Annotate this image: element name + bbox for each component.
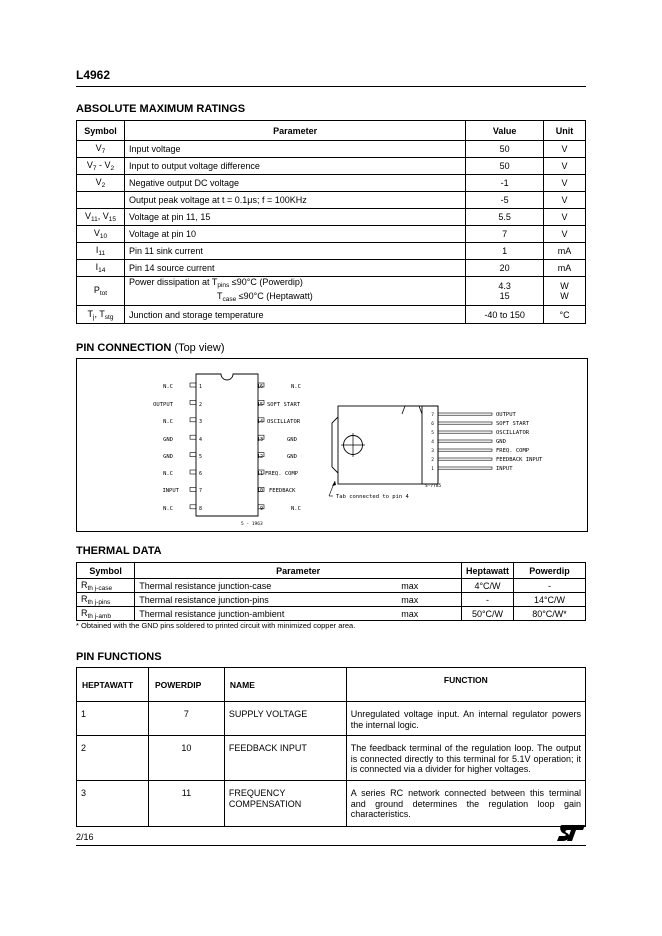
- parameter-cell: Voltage at pin 10: [124, 226, 465, 243]
- hepta-label: SOFT START: [496, 421, 530, 427]
- table-row: [77, 702, 586, 736]
- table-row: [77, 781, 586, 827]
- dip-pin-number: 10: [256, 488, 263, 494]
- function-cell: A series RC network connected between this terminal and ground determines the regulation loop gain characteristics.: [346, 781, 585, 827]
- dip-right-label: SOFT START: [267, 402, 301, 408]
- heptawatt-labels: [496, 412, 543, 472]
- name-cell: FEEDBACK INPUT: [224, 736, 346, 781]
- symbol-cell: [77, 192, 125, 209]
- header-rule: [76, 86, 586, 87]
- dip-left-pin: [190, 505, 196, 509]
- thermal-header-row: [77, 563, 586, 579]
- sym2: , V: [97, 211, 109, 221]
- symbol-cell: [77, 277, 125, 306]
- unit-cell: V: [544, 175, 586, 192]
- parameter-cell: Voltage at pin 11, 15: [124, 209, 465, 226]
- dip-left-label: GND: [163, 454, 173, 460]
- heptawatt-cell: 50°C/W: [461, 607, 513, 621]
- dip-left-label: OUTPUT: [153, 402, 173, 408]
- sub: pins: [217, 282, 230, 289]
- text: ≤90°C (Heptawatt): [236, 291, 313, 301]
- symbol-cell: [77, 209, 125, 226]
- hepta-label: OUTPUT: [496, 412, 516, 418]
- hepta-pin-number: 2: [431, 458, 434, 463]
- col-parameter: Parameter: [124, 121, 465, 141]
- dip-pin-number: 13: [256, 437, 263, 443]
- thermal-title: THERMAL DATA: [76, 545, 162, 557]
- table-row: [77, 607, 586, 621]
- st-logo-shape: [557, 825, 585, 841]
- hepta-label: FEEDBACK INPUT: [496, 457, 543, 463]
- dip-right-label: GND: [287, 454, 297, 460]
- pin-connection-figure: [76, 358, 588, 532]
- unit-1: W: [560, 281, 569, 291]
- symbol-cell: [77, 306, 125, 324]
- col-name: NAME: [224, 668, 346, 702]
- symbol-cell: [77, 579, 135, 593]
- table-row: [77, 277, 586, 306]
- sym-sub: 7: [101, 148, 106, 155]
- text: ≤90°C (Powerdip): [229, 277, 303, 287]
- dip-left-pin: [190, 400, 196, 404]
- st-logo-icon: [556, 824, 586, 842]
- power-line-1: [129, 277, 461, 291]
- limit-cell: max: [397, 579, 461, 593]
- col-parameter: Parameter: [135, 563, 462, 579]
- thermal-table: [76, 562, 586, 621]
- page-number: 2/16: [76, 832, 94, 842]
- value-cell: -1: [466, 175, 544, 192]
- text: T: [216, 291, 223, 301]
- value-cell: 7: [466, 226, 544, 243]
- unit-cell: mA: [544, 260, 586, 277]
- sym-sub: j: [93, 313, 95, 321]
- table-row: [77, 579, 586, 593]
- dip-pin-number: 1: [199, 384, 203, 390]
- function-cell: The feedback terminal of the regulation loop. The output is connected directly to this terminal for 5.1V operation; it is connected via a divider for higher voltages.: [346, 736, 585, 781]
- dip-package-body: [196, 374, 258, 516]
- power-line-2: [129, 291, 461, 305]
- dip-pin-number: 2: [199, 402, 203, 408]
- sub: case: [222, 296, 237, 303]
- pin-functions-title: PIN FUNCTIONS: [76, 651, 162, 663]
- unit-2: W: [560, 291, 569, 301]
- sym-sub2: 2: [110, 165, 115, 172]
- parameter-cell: Input voltage: [124, 141, 465, 158]
- sym-sub: th j-amb: [87, 612, 111, 620]
- pin-functions-table: [76, 667, 586, 827]
- heptawatt-leads: [438, 413, 492, 469]
- dip-right-label: FEEDBACK: [269, 488, 296, 494]
- value-cell: 20: [466, 260, 544, 277]
- function-cell: Unregulated voltage input. An internal regulator powers the internal logic.: [346, 702, 585, 736]
- dip-right-label: N.C: [291, 384, 301, 390]
- table-row: [77, 226, 586, 243]
- symbol-cell: [77, 593, 135, 607]
- dip-right-label: FREQ. COMP: [265, 471, 299, 477]
- col-value: Value: [466, 121, 544, 141]
- sym-sub: th j-case: [87, 584, 113, 592]
- dip-left-label: GND: [163, 437, 173, 443]
- dip-pin-number: 5: [199, 454, 203, 460]
- hepta-label: OSCILLATOR: [496, 430, 530, 436]
- dip-left-label: N.C: [163, 471, 173, 477]
- dip-left-pin: [190, 487, 196, 491]
- sym2: - V: [96, 160, 111, 170]
- name-cell: FREQUENCY COMPENSATION: [224, 781, 346, 827]
- heptawatt-pin-cell: 1: [77, 702, 149, 736]
- sym: I: [95, 245, 99, 255]
- value-cell: -40 to 150: [466, 306, 544, 324]
- powerdip-cell: 14°C/W: [514, 593, 586, 607]
- unit-cell: [544, 277, 586, 306]
- dip-pin-number: 12: [256, 454, 263, 460]
- value-cell: 5.5: [466, 209, 544, 226]
- parameter-cell: Input to output voltage difference: [124, 158, 465, 175]
- dip-left-pin: [190, 418, 196, 422]
- heptawatt-drawing-code: S-7785: [425, 484, 442, 489]
- dip-left-pin: [190, 435, 196, 439]
- value-2: 15: [499, 291, 510, 301]
- dip-right-label: OSCILLATOR: [267, 419, 301, 425]
- abs-max-table: [76, 120, 586, 324]
- dip-left-labels: [153, 384, 180, 512]
- col-symbol: Symbol: [77, 121, 125, 141]
- heptawatt-tab-notch: [332, 417, 338, 473]
- powerdip-pin-cell: 7: [148, 702, 224, 736]
- sym-sub: 14: [98, 267, 106, 274]
- sym-sub: th j-pins: [87, 598, 111, 606]
- parameter-cell: [124, 277, 465, 306]
- col-unit: Unit: [544, 121, 586, 141]
- unit-cell: mA: [544, 243, 586, 260]
- value-cell: 50: [466, 141, 544, 158]
- sym: V: [84, 211, 91, 221]
- dip-left-label: N.C: [163, 419, 173, 425]
- name-cell: SUPPLY VOLTAGE: [224, 702, 346, 736]
- dip-left-label: N.C: [163, 506, 173, 512]
- hepta-label: FREQ. COMP: [496, 448, 530, 454]
- col-heptawatt: HEPTAWATT: [77, 668, 149, 702]
- table-row: [77, 736, 586, 781]
- table-row: [77, 209, 586, 226]
- unit-cell: V: [544, 192, 586, 209]
- parameter-cell: Output peak voltage at t = 0.1μs; f = 100KHz: [124, 192, 465, 209]
- parameter-cell: Pin 14 source current: [124, 260, 465, 277]
- parameter-cell: Pin 11 sink current: [124, 243, 465, 260]
- text: Power dissipation at T: [128, 277, 218, 287]
- col-powerdip: POWERDIP: [148, 668, 224, 702]
- heptawatt-cell: 4°C/W: [461, 579, 513, 593]
- heptawatt-lead: [438, 431, 492, 433]
- dip-right-label: N.C: [291, 506, 301, 512]
- heptawatt-body: [422, 406, 438, 484]
- parameter-cell: Thermal resistance junction-pins: [135, 593, 397, 607]
- dip-left-numbers: [199, 384, 202, 512]
- dip-right-label: GND: [287, 437, 297, 443]
- dip-pin-number: 16: [256, 384, 263, 390]
- col-powerdip: Powerdip: [514, 563, 586, 579]
- dip-pin-number: 8: [199, 506, 203, 512]
- sym: R: [81, 579, 88, 590]
- pin-functions-header-row: [77, 668, 586, 702]
- table-row: [77, 593, 586, 607]
- col-symbol: Symbol: [77, 563, 135, 579]
- parameter-cell: Thermal resistance junction-ambient: [135, 607, 397, 621]
- pin-connection-title: [76, 342, 225, 354]
- heptawatt-top-notch: [402, 406, 422, 414]
- dip-right-labels: [265, 384, 301, 512]
- table-row: [77, 306, 586, 324]
- symbol-cell: [77, 260, 125, 277]
- dip-left-pin: [190, 453, 196, 457]
- abs-max-header-row: [77, 121, 586, 141]
- dip-left-pin: [190, 470, 196, 474]
- parameter-cell: Negative output DC voltage: [124, 175, 465, 192]
- heptawatt-lead: [438, 458, 492, 460]
- value-cell: -5: [466, 192, 544, 209]
- dip-left-pin: [190, 383, 196, 387]
- powerdip-pin-cell: 11: [148, 781, 224, 827]
- col-heptawatt: Heptawatt: [461, 563, 513, 579]
- symbol-cell: [77, 226, 125, 243]
- dip-pin-number: 15: [256, 402, 263, 408]
- sym-sub: 2: [101, 182, 106, 189]
- dip-left-label: N.C: [163, 384, 173, 390]
- heptawatt-lead: [438, 449, 492, 451]
- table-row: [77, 243, 586, 260]
- sym: V: [93, 228, 100, 238]
- dip-pin-number: 4: [199, 437, 203, 443]
- pin-diagram-svg: [77, 359, 587, 531]
- sym: P: [93, 285, 100, 295]
- symbol-cell: [77, 607, 135, 621]
- value-1: 4.3: [498, 281, 511, 291]
- dip-left-label: INPUT: [162, 488, 179, 494]
- dip-drawing-code: 5 - 1963: [241, 522, 263, 527]
- dip-pin-number: 14: [256, 419, 263, 425]
- abs-max-title: ABSOLUTE MAXIMUM RATINGS: [76, 103, 246, 115]
- limit-cell: max: [397, 593, 461, 607]
- table-row: [77, 158, 586, 175]
- sym: R: [81, 607, 88, 618]
- heptawatt-lead: [438, 413, 492, 415]
- dip-pin-number: 3: [199, 419, 203, 425]
- unit-cell: V: [544, 141, 586, 158]
- part-number: L4962: [76, 68, 111, 82]
- sym: V: [95, 143, 102, 153]
- table-row: [77, 192, 586, 209]
- table-row: [77, 175, 586, 192]
- dip-pin-number: 9: [259, 506, 263, 512]
- hepta-pin-number: 3: [431, 449, 434, 454]
- sym-sub: 11: [98, 250, 106, 257]
- sym-sub: 11: [90, 216, 98, 223]
- dip-pin-number: 11: [256, 471, 263, 477]
- hepta-label: GND: [496, 439, 506, 445]
- unit-cell: V: [544, 226, 586, 243]
- sym-sub2: 15: [108, 216, 116, 223]
- footer-rule: [76, 845, 586, 846]
- table-row: [77, 260, 586, 277]
- heptawatt-pin-cell: 3: [77, 781, 149, 827]
- sym: V: [95, 177, 102, 187]
- sym-sub: tot: [99, 290, 108, 297]
- heptawatt-pin-cell: 2: [77, 736, 149, 781]
- heptawatt-lead: [438, 422, 492, 424]
- st-logo: [556, 824, 586, 842]
- sym-sub: 7: [92, 165, 97, 172]
- sym-sub: 10: [99, 233, 108, 240]
- symbol-cell: [77, 175, 125, 192]
- title-text: PIN CONNECTION: [76, 342, 172, 354]
- hepta-pin-number: 5: [431, 431, 434, 436]
- table-row: [77, 141, 586, 158]
- sym2: , T: [94, 308, 105, 319]
- symbol-cell: [77, 243, 125, 260]
- hepta-label: INPUT: [496, 466, 513, 472]
- symbol-cell: [77, 158, 125, 175]
- hepta-pin-number: 6: [431, 422, 434, 427]
- heptawatt-lead: [438, 467, 492, 469]
- dip-pin-number: 7: [199, 488, 203, 494]
- tab-note: Tab connected to pin 4: [336, 494, 409, 500]
- sym-sub2: stg: [104, 313, 114, 321]
- sym: I: [95, 262, 99, 272]
- powerdip-cell: 80°C/W*: [514, 607, 586, 621]
- value-cell: 1: [466, 243, 544, 260]
- unit-cell: V: [544, 209, 586, 226]
- hepta-pin-number: 4: [431, 440, 434, 445]
- powerdip-pin-cell: 10: [148, 736, 224, 781]
- thermal-footnote: * Obtained with the GND pins soldered to printed circuit with minimized copper area.: [76, 621, 356, 630]
- powerdip-cell: -: [514, 579, 586, 593]
- hepta-pin-number: 7: [431, 413, 434, 418]
- limit-cell: max: [397, 607, 461, 621]
- dip-pin-number: 6: [199, 471, 203, 477]
- heptawatt-pin-numbers: [431, 412, 434, 472]
- col-function: FUNCTION: [346, 668, 585, 702]
- unit-cell: V: [544, 158, 586, 175]
- value-cell: 50: [466, 158, 544, 175]
- value-cell: [466, 277, 544, 306]
- sym: T: [87, 308, 93, 319]
- symbol-cell: [77, 141, 125, 158]
- parameter-cell: Thermal resistance junction-case: [135, 579, 397, 593]
- hepta-pin-number: 1: [431, 467, 434, 472]
- sym: R: [81, 593, 88, 604]
- unit-cell: °C: [544, 306, 586, 324]
- subtitle-text: (Top view): [174, 342, 225, 354]
- tab-leader-arrow: [332, 481, 336, 486]
- heptawatt-lead: [438, 440, 492, 442]
- sym: V: [86, 160, 93, 170]
- parameter-cell: Junction and storage temperature: [124, 306, 465, 324]
- heptawatt-cell: -: [461, 593, 513, 607]
